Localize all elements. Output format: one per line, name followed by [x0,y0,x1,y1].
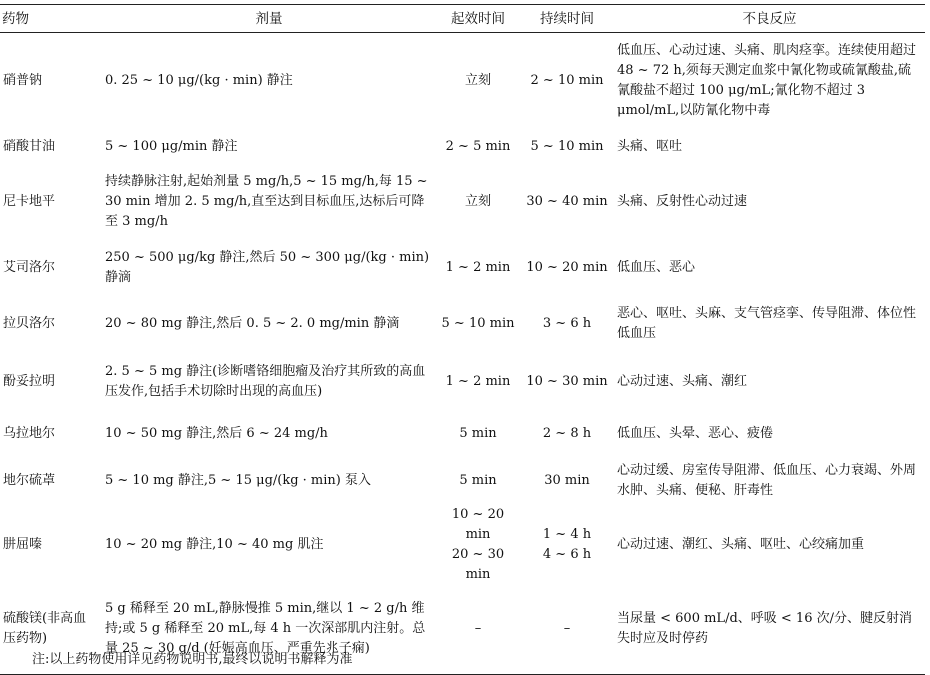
table-footnote: 注:以上药物使用详见药物说明书,最终以说明书解释为准 [32,652,353,667]
cell-adverse: 心动过速、头痛、潮红 [617,373,748,389]
cell-drug: 肼屈嗪 [3,536,43,552]
cell-adverse: 低血压、恶心 [617,259,696,275]
cell-drug: 硫酸镁(非高血压药物) [0,585,102,675]
header-drug: 药物 [0,5,102,33]
cell-dose: 2. 5 ~ 5 mg 静注(诊断嗜铬细胞瘤及治疗其所致的高血压发作,包括手术切除时出现的高血压) [105,363,426,399]
cell-adverse: 头痛、呕吐 [617,138,683,154]
cell-onset: 立刻 [464,73,491,89]
cell-drug: 硝酸甘油 [3,138,56,154]
cell-drug: 酚妥拉明 [3,373,56,389]
table-row [0,352,925,412]
cell-onset: 5 ~ 10 min [441,315,515,331]
cell-onset: 立刻 [464,193,491,209]
cell-drug: 拉贝洛尔 [3,315,56,331]
cell-adverse: 心动过缓、房室传导阻滞、低血压、心力衰竭、外周水肿、头痛、便秘、肝毒性 [617,462,917,498]
drug-table [0,4,925,675]
cell-dose: 20 ~ 80 mg 静注,然后 0. 5 ~ 2. 0 mg/min 静滴 [105,315,400,331]
header-duration: 持续时间 [520,5,614,33]
cell-onset: 1 ~ 2 min [445,259,511,275]
cell-drug: 艾司洛尔 [3,259,56,275]
table-row [0,130,925,164]
cell-duration: 30 min [544,472,590,488]
cell-adverse: 当尿量 < 600 mL/d、呼吸 < 16 次/分、腱反射消失时应及时停药 [614,585,925,675]
cell-duration: 2 ~ 10 min [530,73,604,89]
cell-adverse: 心动过速、潮红、头痛、呕吐、心绞痛加重 [617,536,865,552]
cell-drug: 乌拉地尔 [3,426,56,441]
cell-duration: 1 ~ 4 h 4 ~ 6 h [542,526,592,562]
table-row [0,240,925,296]
table-row [0,505,925,585]
header-onset: 起效时间 [436,5,520,33]
cell-drug: 尼卡地平 [3,193,56,209]
header-adverse: 不良反应 [614,5,925,33]
cell-duration: 30 ~ 40 min [526,193,608,209]
cell-drug: 硝普钠 [3,73,43,89]
cell-dose: 10 ~ 20 mg 静注,10 ~ 40 mg 肌注 [105,536,324,552]
cell-dose: 5 g 稀释至 20 mL,静脉慢推 5 min,继以 1 ~ 2 g/h 维持;或 5 g 稀释至 20 mL,每 4 h 一次深部肌内注射。总量 25 ~ 30 g/d (妊娠高血压、严重先兆子痫) [102,585,436,675]
cell-dose: 0. 25 ~ 10 μg/(kg · min) 静注 [105,73,293,89]
cell-duration: 2 ~ 8 h [542,426,592,441]
table-row [0,412,925,457]
cell-duration: 10 ~ 30 min [526,373,608,389]
cell-dose: 5 ~ 100 μg/min 静注 [105,138,238,154]
cell-dose: 持续静脉注射,起始剂量 5 mg/h,5 ~ 15 mg/h,每 15 ~ 30 min 增加 2. 5 mg/h,直至达到目标血压,达标后可降至 3 mg/h [105,173,428,229]
cell-duration: 10 ~ 20 min [526,259,608,275]
header-dose: 剂量 [102,5,436,33]
cell-onset: 2 ~ 5 min [445,138,511,154]
table-row [0,164,925,240]
cell-onset: 5 min [459,472,497,488]
cell-adverse: 恶心、呕吐、头麻、支气管痉挛、传导阻滞、体位性低血压 [617,305,917,341]
cell-dose: 10 ~ 50 mg 静注,然后 6 ~ 24 mg/h [105,426,328,441]
cell-onset: 1 ~ 2 min [445,373,511,389]
table-row [0,33,925,130]
table-row [0,296,925,352]
cell-onset: 5 min [459,426,497,441]
cell-onset: 10 ~ 20 min 20 ~ 30 min [451,506,505,582]
cell-dose: 5 ~ 10 mg 静注,5 ~ 15 μg/(kg · min) 泵入 [105,472,371,488]
cell-duration: 5 ~ 10 min [530,138,604,154]
cell-adverse: 头痛、反射性心动过速 [617,193,748,209]
cell-duration: 3 ~ 6 h [542,315,592,331]
table-row [0,457,925,505]
cell-duration: – [520,585,614,675]
cell-onset: – [436,585,520,675]
cell-adverse: 低血压、头晕、恶心、疲倦 [617,426,774,441]
table-header-row [0,5,925,33]
cell-adverse: 低血压、心动过速、头痛、肌肉痉挛。连续使用超过 48 ~ 72 h,须每天测定血浆中氰化物或硫氰酸盐,硫氰酸盐不超过 100 μg/mL;氰化物不超过 3 μmol/mL,以防氰化物中毒 [617,43,917,119]
cell-drug: 地尔硫䓬 [3,472,56,488]
cell-dose: 250 ~ 500 μg/kg 静注,然后 50 ~ 300 μg/(kg · min) 静滴 [105,249,430,285]
